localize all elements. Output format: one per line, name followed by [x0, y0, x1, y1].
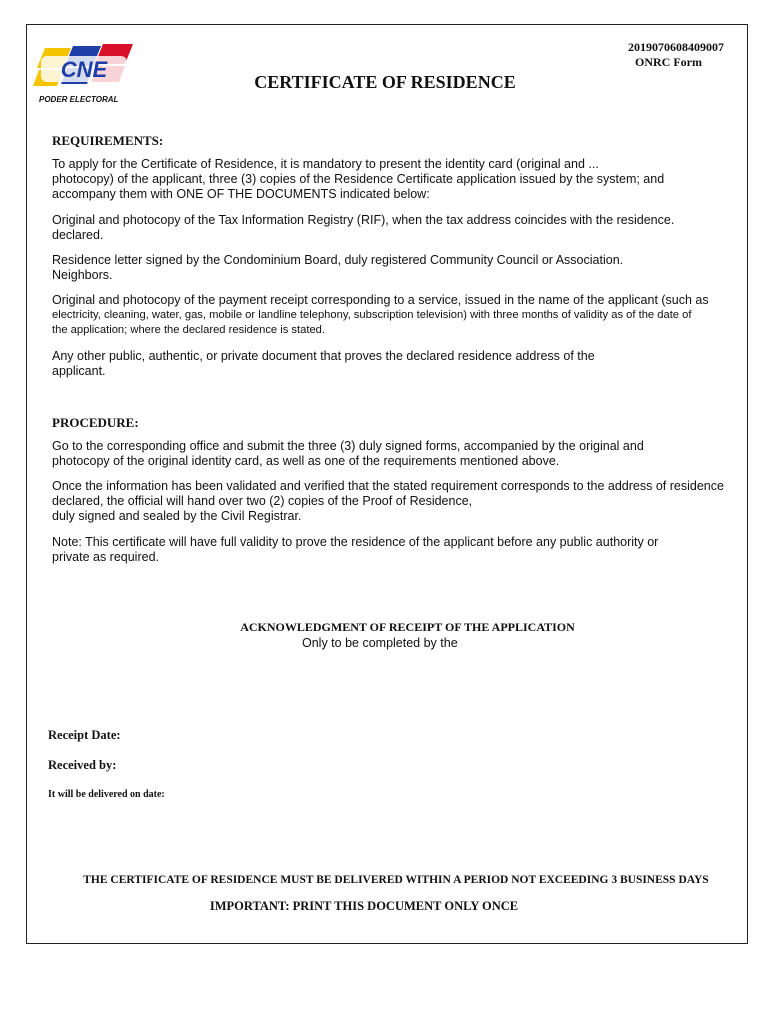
text-line: Neighbors. — [52, 268, 113, 282]
text-line: Any other public, authentic, or private document that proves the declared residence address of the — [52, 349, 595, 363]
acknowledgment-title: ACKNOWLEDGMENT OF RECEIPT OF THE APPLICATION — [240, 620, 575, 634]
procedure-paragraph-2 — [52, 479, 732, 524]
text-line: the application; where the declared residence is stated. — [52, 324, 326, 336]
requirements-paragraph-5 — [52, 349, 732, 379]
text-line: Once the information has been validated and verified that the stated requirement corresponds to the address of residence — [52, 479, 724, 493]
text-line: Residence letter signed by the Condominium Board, duly registered Community Council or Association. — [52, 253, 624, 267]
logo-subtext: PODER ELECTORAL — [39, 95, 119, 104]
form-label: ONRC Form — [635, 55, 702, 69]
text-line: applicant. — [52, 364, 106, 378]
text-line: Note: This certificate will have full validity to prove the residence of the applicant before any public authority or — [52, 535, 659, 549]
acknowledgment-subtitle: Only to be completed by the — [302, 636, 458, 650]
text-line: electricity, cleaning, water, gas, mobile or landline telephony, subscription television) with three months of validity as of the date of — [52, 309, 692, 321]
requirements-paragraph-1 — [52, 157, 732, 202]
text-line: declared. — [52, 228, 104, 242]
requirements-heading: REQUIREMENTS: — [52, 133, 164, 148]
text-line: Original and photocopy of the payment receipt corresponding to a service, issued in the name of the applicant (such as — [52, 293, 709, 307]
procedure-heading: PROCEDURE: — [52, 415, 139, 430]
requirements-paragraph-4 — [52, 293, 732, 338]
text-line: duly signed and sealed by the Civil Registrar. — [52, 509, 302, 523]
text-line: accompany them with ONE OF THE DOCUMENTS indicated below: — [52, 187, 430, 201]
text-line: declared, the official will hand over two (2) copies of the Proof of Residence, — [52, 494, 473, 508]
procedure-paragraph-1 — [52, 439, 732, 469]
received-by-label: Received by: — [48, 758, 117, 772]
logo-letters: CNE — [60, 57, 108, 82]
requirements-paragraph-2 — [52, 213, 732, 243]
receipt-date-label: Receipt Date: — [48, 728, 121, 742]
document-number: 2019070608409007 — [628, 40, 724, 54]
procedure-paragraph-3 — [52, 535, 732, 565]
requirements-paragraph-3 — [52, 253, 732, 283]
page-title: CERTIFICATE OF RESIDENCE — [254, 72, 516, 92]
text-line: Original and photocopy of the Tax Information Registry (RIF), when the tax address coincides with the residence. — [52, 213, 675, 227]
text-line: photocopy of the original identity card, as well as one of the requirements mentioned above. — [52, 454, 560, 468]
important-note: IMPORTANT: PRINT THIS DOCUMENT ONLY ONCE — [209, 899, 519, 913]
text-line: photocopy) of the applicant, three (3) copies of the Residence Certificate application issued by the system; and — [52, 172, 665, 186]
delivery-period-note: THE CERTIFICATE OF RESIDENCE MUST BE DELIVERED WITHIN A PERIOD NOT EXCEEDING 3 BUSINESS DAYS — [83, 874, 709, 886]
text-line: To apply for the Certificate of Residence, it is mandatory to present the identity card (original and ... — [52, 157, 599, 171]
text-line: Go to the corresponding office and submit the three (3) duly signed forms, accompanied by the original and — [52, 439, 644, 453]
text-line: private as required. — [52, 550, 160, 564]
delivery-date-label: It will be delivered on date: — [48, 789, 165, 800]
